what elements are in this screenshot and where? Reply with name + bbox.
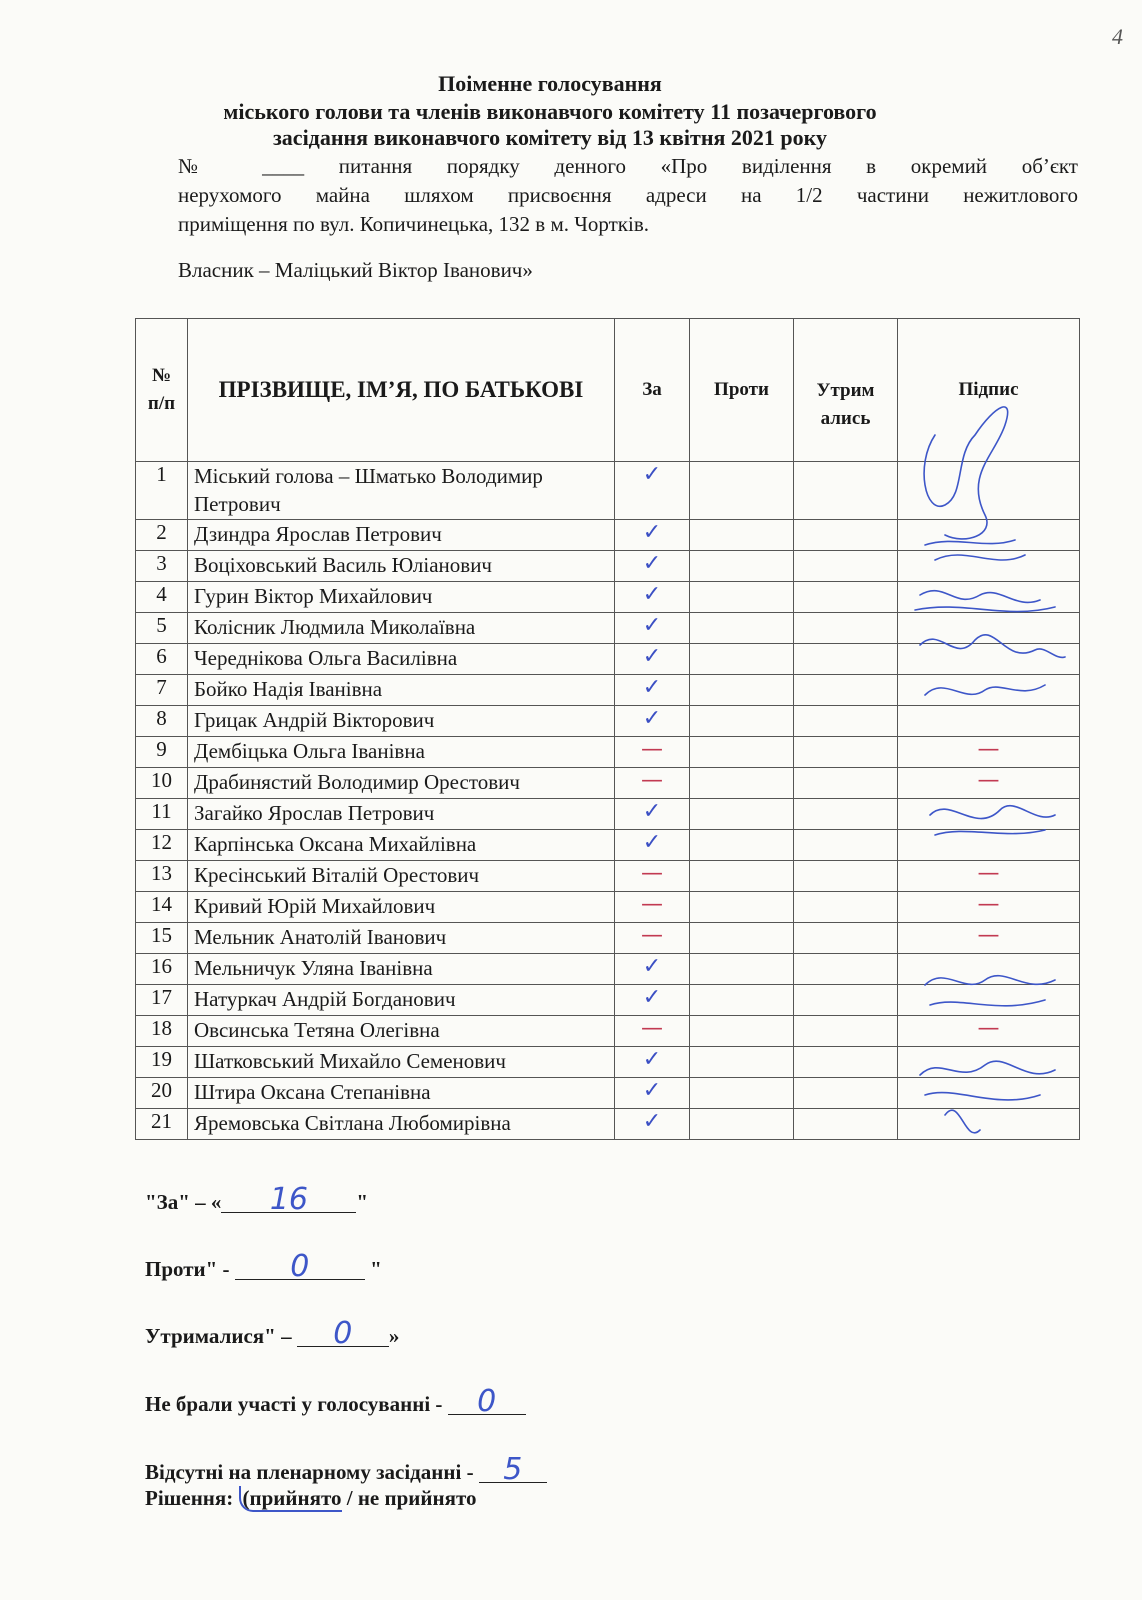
- summary-absent-value: 5: [479, 1458, 547, 1483]
- row-vote-mark: ✓: [615, 1047, 690, 1078]
- row-name: Карпінська Оксана Михайлівна: [188, 830, 615, 861]
- row-abstained: [794, 861, 898, 892]
- table-row: [136, 520, 1080, 551]
- row-abstained: [794, 582, 898, 613]
- row-name: Натуркач Андрій Богданович: [188, 985, 615, 1016]
- row-signature: [898, 954, 1080, 985]
- table-row: [136, 644, 1080, 675]
- decision-accepted: (прийнято: [239, 1486, 342, 1512]
- row-vote-mark: ✓: [615, 985, 690, 1016]
- row-abstained: [794, 830, 898, 861]
- table-row: [136, 582, 1080, 613]
- row-against: [690, 1109, 794, 1140]
- row-number: 1: [136, 462, 188, 520]
- row-signature: [898, 799, 1080, 830]
- table-row: [136, 768, 1080, 799]
- row-name: Мельничук Уляна Іванівна: [188, 954, 615, 985]
- row-against: [690, 613, 794, 644]
- row-vote-mark: —: [615, 892, 690, 923]
- table-row: [136, 1109, 1080, 1140]
- row-against: [690, 892, 794, 923]
- row-number: 6: [136, 644, 188, 675]
- summary-abstained: [145, 1316, 400, 1351]
- table-row: [136, 737, 1080, 768]
- row-vote-mark: ✓: [615, 644, 690, 675]
- row-signature: [898, 644, 1080, 675]
- header-name: ПРІЗВИЩЕ, ІМ’Я, ПО БАТЬКОВІ: [188, 319, 615, 462]
- row-signature: [898, 582, 1080, 613]
- row-name: Череднікова Ольга Василівна: [188, 644, 615, 675]
- row-name: Дзиндра Ярослав Петрович: [188, 520, 615, 551]
- row-vote-mark: —: [615, 861, 690, 892]
- summary-abstained-value: 0: [297, 1322, 389, 1347]
- row-vote-mark: ✓: [615, 613, 690, 644]
- row-name: Кривий Юрій Михайлович: [188, 892, 615, 923]
- row-vote-mark: ✓: [615, 1078, 690, 1109]
- table-row: [136, 675, 1080, 706]
- row-abstained: [794, 1047, 898, 1078]
- row-abstained: [794, 892, 898, 923]
- row-abstained: [794, 954, 898, 985]
- row-number: 13: [136, 861, 188, 892]
- row-signature: —: [898, 892, 1080, 923]
- row-against: [690, 985, 794, 1016]
- row-number: 19: [136, 1047, 188, 1078]
- row-number: 21: [136, 1109, 188, 1140]
- row-number: 14: [136, 892, 188, 923]
- header-number: № п/п: [136, 319, 188, 462]
- row-against: [690, 861, 794, 892]
- summary-not-voted-label: Не брали участі у голосуванні -: [145, 1392, 443, 1416]
- row-signature: [898, 1109, 1080, 1140]
- row-vote-mark: —: [615, 923, 690, 954]
- table-row: [136, 985, 1080, 1016]
- row-vote-mark: ✓: [615, 954, 690, 985]
- row-number: 5: [136, 613, 188, 644]
- row-name: Воціховський Василь Юліанович: [188, 551, 615, 582]
- row-vote-mark: ✓: [615, 582, 690, 613]
- header-signature: Підпис: [898, 319, 1080, 462]
- summary-against-value: 0: [235, 1255, 365, 1280]
- row-against: [690, 799, 794, 830]
- table-row: [136, 462, 1080, 520]
- row-number: 20: [136, 1078, 188, 1109]
- row-number: 3: [136, 551, 188, 582]
- table-row: [136, 551, 1080, 582]
- agenda-item-text: [178, 152, 1078, 239]
- summary-decision-label: Рішення:: [145, 1486, 234, 1510]
- summary-not-voted: [145, 1384, 526, 1419]
- row-abstained: [794, 1078, 898, 1109]
- row-signature: [898, 462, 1080, 520]
- table-row: [136, 954, 1080, 985]
- agenda-line-3: приміщення по вул. Копичинецька, 132 в м. Чортків.: [178, 212, 649, 236]
- row-against: [690, 954, 794, 985]
- summary-abstained-label: Утрималися" –: [145, 1324, 292, 1348]
- row-signature: [898, 830, 1080, 861]
- row-number: 18: [136, 1016, 188, 1047]
- row-name: Грицак Андрій Вікторович: [188, 706, 615, 737]
- row-signature: —: [898, 923, 1080, 954]
- page-number: 4: [1112, 24, 1123, 49]
- row-signature: —: [898, 768, 1080, 799]
- row-against: [690, 768, 794, 799]
- row-signature: —: [898, 737, 1080, 768]
- row-abstained: [794, 644, 898, 675]
- row-signature: —: [898, 861, 1080, 892]
- row-against: [690, 706, 794, 737]
- row-abstained: [794, 1109, 898, 1140]
- table-row: [136, 861, 1080, 892]
- row-abstained: [794, 768, 898, 799]
- row-signature: [898, 706, 1080, 737]
- row-name: Яремовська Світлана Любомирівна: [188, 1109, 615, 1140]
- row-against: [690, 644, 794, 675]
- row-vote-mark: ✓: [615, 1109, 690, 1140]
- row-signature: [898, 551, 1080, 582]
- summary-not-voted-value: 0: [448, 1390, 526, 1415]
- table-row: [136, 613, 1080, 644]
- summary-absent-label: Відсутні на пленарному засіданні -: [145, 1460, 474, 1484]
- table-row: [136, 1047, 1080, 1078]
- table-row: [136, 1078, 1080, 1109]
- row-number: 2: [136, 520, 188, 551]
- decision-rest: / не прийнято: [341, 1486, 477, 1510]
- summary-against-label: Проти" -: [145, 1257, 230, 1281]
- row-name: Загайко Ярослав Петрович: [188, 799, 615, 830]
- row-vote-mark: —: [615, 1016, 690, 1047]
- row-vote-mark: ✓: [615, 675, 690, 706]
- summary-abstained-end: »: [388, 1324, 400, 1348]
- document-title: Поіменне голосування: [438, 71, 662, 96]
- row-signature: [898, 1047, 1080, 1078]
- summary-for-end: ": [356, 1190, 369, 1214]
- row-name: Колісник Людмила Миколаївна: [188, 613, 615, 644]
- summary-for-value: 16: [221, 1188, 356, 1213]
- row-against: [690, 582, 794, 613]
- agenda-line-1: № ____ питання порядку денного «Про виділення в окремий об’єкт: [178, 154, 1078, 178]
- row-signature: [898, 520, 1080, 551]
- row-number: 8: [136, 706, 188, 737]
- document-subtitle-2: засідання виконавчого комітету від 13 квітня 2021 року: [272, 125, 828, 150]
- row-vote-mark: ✓: [615, 520, 690, 551]
- row-abstained: [794, 675, 898, 706]
- table-row: [136, 892, 1080, 923]
- summary-absent: [145, 1452, 547, 1487]
- table-row: [136, 706, 1080, 737]
- summary-against-end: ": [370, 1257, 382, 1281]
- header-against: Проти: [690, 319, 794, 462]
- row-abstained: [794, 985, 898, 1016]
- row-number: 9: [136, 737, 188, 768]
- row-vote-mark: ✓: [615, 551, 690, 582]
- row-signature: [898, 613, 1080, 644]
- row-signature: —: [898, 1016, 1080, 1047]
- row-abstained: [794, 462, 898, 520]
- row-vote-mark: ✓: [615, 462, 690, 520]
- row-against: [690, 830, 794, 861]
- row-name: Штира Оксана Степанівна: [188, 1078, 615, 1109]
- agenda-line-2: нерухомого майна шляхом присвоєння адреси на 1/2 частини нежитлового: [178, 183, 1078, 207]
- document-subtitle-1: міського голови та членів виконавчого комітету 11 позачергового: [223, 99, 877, 124]
- table-row: [136, 923, 1080, 954]
- row-name: Шатковський Михайло Семенович: [188, 1047, 615, 1078]
- owner-line: Власник – Маліцький Віктор Іванович»: [178, 258, 533, 282]
- row-signature: [898, 985, 1080, 1016]
- row-number: 12: [136, 830, 188, 861]
- row-against: [690, 551, 794, 582]
- header-abstained: Утрим ались: [794, 319, 898, 462]
- row-name: Дембіцька Ольга Іванівна: [188, 737, 615, 768]
- summary-decision: [145, 1486, 476, 1511]
- row-signature: [898, 1078, 1080, 1109]
- row-abstained: [794, 923, 898, 954]
- row-against: [690, 1016, 794, 1047]
- table-row: [136, 1016, 1080, 1047]
- row-abstained: [794, 799, 898, 830]
- row-number: 10: [136, 768, 188, 799]
- row-vote-mark: ✓: [615, 706, 690, 737]
- row-abstained: [794, 551, 898, 582]
- row-name: Кресінський Віталій Орестович: [188, 861, 615, 892]
- row-vote-mark: —: [615, 737, 690, 768]
- row-name: Драбинястий Володимир Орестович: [188, 768, 615, 799]
- row-vote-mark: ✓: [615, 830, 690, 861]
- row-abstained: [794, 520, 898, 551]
- row-against: [690, 675, 794, 706]
- row-number: 15: [136, 923, 188, 954]
- row-against: [690, 462, 794, 520]
- row-name: Бойко Надія Іванівна: [188, 675, 615, 706]
- header-for: За: [615, 319, 690, 462]
- table-row: [136, 830, 1080, 861]
- summary-against: [145, 1249, 382, 1284]
- row-against: [690, 1078, 794, 1109]
- row-abstained: [794, 737, 898, 768]
- row-vote-mark: —: [615, 768, 690, 799]
- row-signature: [898, 675, 1080, 706]
- row-name: Овсинська Тетяна Олегівна: [188, 1016, 615, 1047]
- vote-table: [135, 318, 1080, 1140]
- row-against: [690, 1047, 794, 1078]
- row-name: Міський голова – Шматько Володимир Петрович: [188, 462, 615, 520]
- summary-for: [145, 1182, 369, 1217]
- table-row: [136, 799, 1080, 830]
- summary-for-label: "За" – «: [145, 1190, 222, 1214]
- row-against: [690, 737, 794, 768]
- row-number: 16: [136, 954, 188, 985]
- row-against: [690, 520, 794, 551]
- row-number: 7: [136, 675, 188, 706]
- row-name: Гурин Віктор Михайлович: [188, 582, 615, 613]
- row-number: 4: [136, 582, 188, 613]
- row-number: 11: [136, 799, 188, 830]
- row-number: 17: [136, 985, 188, 1016]
- row-abstained: [794, 613, 898, 644]
- row-name: Мельник Анатолій Іванович: [188, 923, 615, 954]
- row-abstained: [794, 706, 898, 737]
- row-against: [690, 923, 794, 954]
- row-abstained: [794, 1016, 898, 1047]
- row-vote-mark: ✓: [615, 799, 690, 830]
